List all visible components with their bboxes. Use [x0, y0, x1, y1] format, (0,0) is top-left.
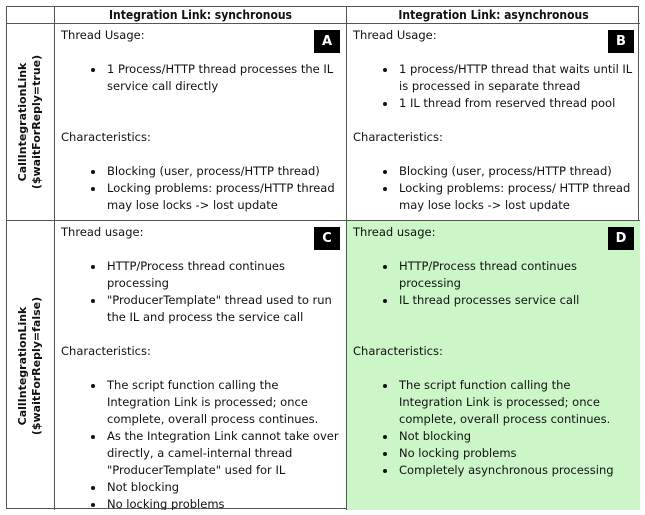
- row-header-title: CallIntegrationLink: [16, 62, 30, 182]
- characteristics-heading: Characteristics:: [61, 130, 151, 144]
- row-header-param: ($waitForReply=true): [30, 54, 44, 190]
- list-item: • No locking problems: [397, 445, 634, 462]
- characteristics-list: [61, 163, 340, 214]
- column-header-sync: Integration Link: synchronous: [55, 7, 347, 24]
- list-item: • Not blocking: [105, 479, 340, 496]
- characteristics-list: [353, 377, 634, 479]
- row-header-wait-false: [7, 221, 55, 510]
- thread-usage-list: [353, 61, 634, 112]
- list-item: • 1 IL thread from reserved thread pool: [397, 95, 634, 112]
- characteristics-heading: Characteristics:: [353, 130, 443, 144]
- cell-a: [55, 24, 347, 221]
- cell-b: [347, 24, 640, 221]
- list-item: • Blocking (user, process/HTTP thread): [105, 163, 340, 180]
- list-item: • The script function calling the Integration Link is processed; once complete, overall process continues.: [397, 377, 634, 428]
- characteristics-heading: Characteristics:: [353, 344, 443, 358]
- list-item: • 1 Process/HTTP thread processes the IL service call directly: [105, 61, 340, 95]
- thread-usage-list: [353, 258, 634, 309]
- thread-usage-heading: Thread Usage:: [353, 28, 437, 42]
- comparison-table: [6, 6, 639, 509]
- badge-b: B: [608, 30, 634, 53]
- list-item: • The script function calling the Integration Link is processed; once complete, overall process continues.: [105, 377, 340, 428]
- thread-usage-list: [61, 258, 340, 326]
- thread-usage-heading: Thread usage:: [353, 225, 436, 239]
- badge-d: D: [608, 227, 634, 250]
- cell-d: [347, 221, 640, 510]
- row-header-title: CallIntegrationLink: [16, 306, 30, 425]
- row-header-param: ($waitForReply=false): [30, 296, 44, 435]
- row-header-wait-true: [7, 24, 55, 221]
- list-item: • Locking problems: process/ HTTP thread may lose locks -> lost update: [397, 180, 634, 214]
- list-item: • HTTP/Process thread continues processing: [397, 258, 634, 292]
- list-item: • HTTP/Process thread continues processing: [105, 258, 340, 292]
- thread-usage-heading: Thread usage:: [61, 225, 144, 239]
- characteristics-heading: Characteristics:: [61, 344, 151, 358]
- corner-cell: [7, 7, 55, 24]
- list-item: • 1 process/HTTP thread that waits until IL is processed in separate thread: [397, 61, 634, 95]
- characteristics-list: [61, 377, 340, 510]
- list-item: • IL thread processes service call: [397, 292, 634, 309]
- cell-c: [55, 221, 347, 510]
- list-item: • "ProducerTemplate" thread used to run the IL and process the service call: [105, 292, 340, 326]
- list-item: • As the Integration Link cannot take over directly, a camel-internal thread "ProducerTemplate" used for IL: [105, 428, 340, 479]
- badge-a: A: [314, 30, 340, 53]
- column-header-async: Integration Link: asynchronous: [347, 7, 640, 24]
- characteristics-list: [353, 163, 634, 214]
- list-item: • Completely asynchronous processing: [397, 462, 634, 479]
- list-item: • Locking problems: process/HTTP thread may lose locks -> lost update: [105, 180, 340, 214]
- list-item: • Blocking (user, process/HTTP thread): [397, 163, 634, 180]
- list-item: • No locking problems: [105, 496, 340, 510]
- list-item: • Not blocking: [397, 428, 634, 445]
- thread-usage-list: [61, 61, 340, 95]
- badge-c: C: [314, 227, 340, 250]
- thread-usage-heading: Thread Usage:: [61, 28, 145, 42]
